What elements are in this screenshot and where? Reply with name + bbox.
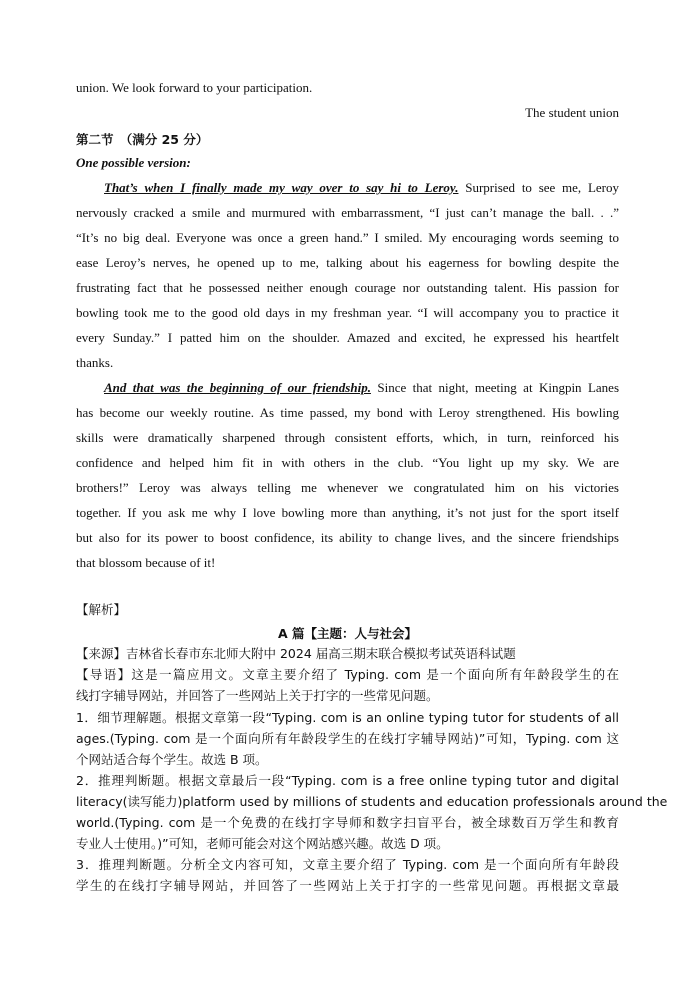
essay-signature: The student union	[525, 105, 619, 120]
para2-line: brothers!” Leroy was always telling me whenever we congratulated him on his victories	[76, 480, 619, 495]
essay-closing-line: union. We look forward to your participation.	[76, 80, 313, 95]
para1-line: frustrating fact that he possessed neither enough courage nor outstanding talent. His passion for	[76, 280, 619, 295]
analysis-line: literacy(读写能力)platform used by millions of students and education professionals around the	[76, 794, 668, 809]
analysis-line: 个网站适合每个学生。故选 B 项。	[76, 752, 268, 767]
para1-line: bowling took me to the good old days in my freshman year. “I will accompany you to practice it	[76, 305, 619, 320]
analysis-line: 1．细节理解题。根据文章第一段“Typing. com is an online typing tutor for students of all	[76, 710, 619, 725]
para1-last-line: thanks.	[76, 355, 114, 370]
para2-line: but also for its power to boost confidence, its ability to change lives, and the sincere friendships	[76, 530, 619, 545]
analysis-label: 【解析】	[76, 602, 127, 617]
analysis-line: world.(Typing. com 是一个免费的在线打字导师和数字扫盲平台，被全球数百万学生和教育	[76, 815, 619, 830]
para2-line: together. If you ask me why I love bowling more than anything, it’s not just for the sport itself	[76, 505, 619, 520]
analysis-source-line: 【来源】吉林省长春市东北师大附中 2024 届高三期末联合模拟考试英语科试题	[76, 646, 516, 661]
section-heading: 第二节 （满分 25 分）	[76, 132, 209, 147]
para2-first-line	[104, 380, 619, 396]
para2-last-line: that blossom because of it!	[76, 555, 216, 570]
para2-lead-sentence: And that was the beginning of our friendship.	[104, 380, 371, 395]
para1-line: ease Leroy’s nerves, he opened up to me, talking about his eagerness for bowling despite the	[76, 255, 619, 270]
analysis-line: 3．推理判断题。分析全文内容可知，文章主要介绍了 Typing. com 是一个面向所有年龄段	[76, 857, 619, 872]
para1-line: every Sunday.” I patted him on the shoulder. Amazed and excited, he expressed his heartfelt	[76, 330, 619, 345]
para1-first-line-rest: Surprised to see me, Leroy	[458, 180, 619, 195]
para1-line: nervously cracked a smile and murmured with embarrassment, “I just can’t manage the ball. . .”	[76, 205, 619, 220]
analysis-line: 【导语】这是一篇应用文。文章主要介绍了 Typing. com 是一个面向所有年龄段学生的在	[76, 667, 619, 682]
para2-line: confidence and helped him fit in with others in the club. “You light up my sky. We are	[76, 455, 619, 470]
analysis-line: 2．推理判断题。根据文章最后一段“Typing. com is a free online typing tutor and digital	[76, 773, 619, 788]
analysis-line: 学生的在线打字辅导网站，并回答了一些网站上关于打字的一些常见问题。再根据文章最	[76, 878, 619, 893]
analysis-line: 线打字辅导网站，并回答了一些网站上关于打字的一些常见问题。	[76, 688, 439, 703]
para1-line: “It’s no big deal. Everyone was once a green hand.” I smiled. My encouraging words seeming to	[76, 230, 619, 245]
para2-line: skills were dramatically sharpened through consistent efforts, which, in turn, reinforced his	[76, 430, 619, 445]
para1-first-line	[104, 180, 619, 196]
analysis-title: A 篇【主题：人与社会】	[277, 626, 418, 641]
para2-first-line-rest: Since that night, meeting at Kingpin Lanes	[370, 380, 620, 395]
analysis-line: 专业人士使用。)”可知，老师可能会对这个网站感兴趣。故选 D 项。	[76, 836, 449, 851]
para2-line: has become our weekly routine. As time passed, my bond with Leroy strengthened. His bowling	[76, 405, 619, 420]
analysis-line: ages.(Typing. com 是一个面向所有年龄段学生的在线打字辅导网站)”可知，Typing. com 这	[76, 731, 619, 746]
version-label: One possible version:	[76, 155, 191, 170]
para1-lead-sentence: That’s when I finally made my way over to say hi to Leroy.	[104, 180, 459, 195]
